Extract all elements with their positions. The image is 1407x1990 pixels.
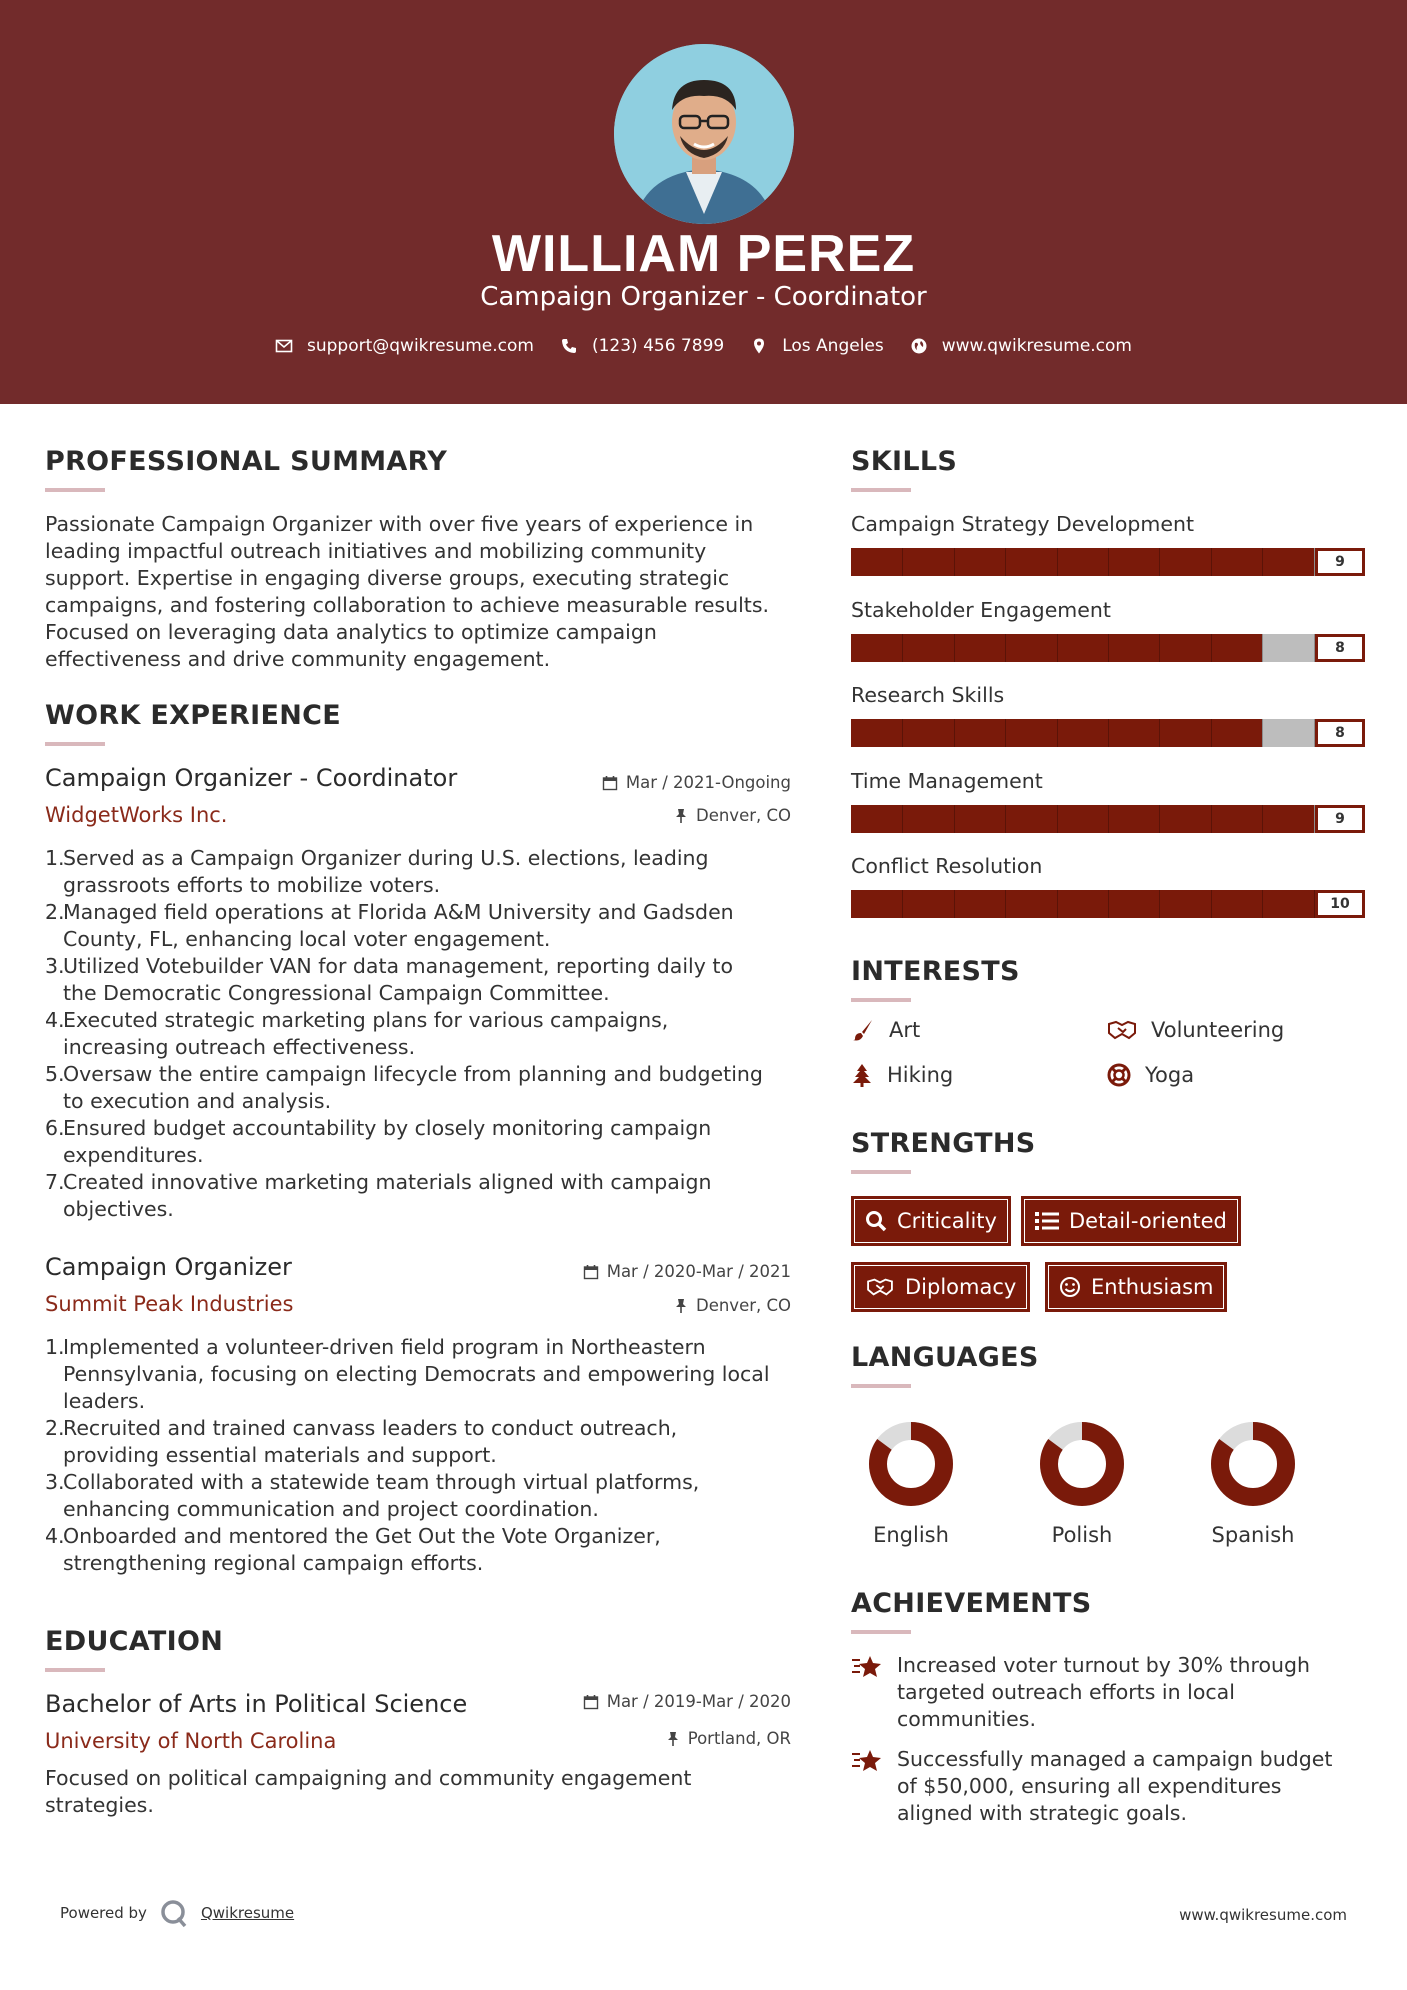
item-line: Ensured budget accountability by closely monitoring campaign	[63, 1116, 712, 1140]
calendar-icon	[583, 1264, 599, 1280]
pin-icon	[674, 1298, 688, 1314]
skill-bar-divider	[1057, 890, 1058, 918]
achievement-line: Successfully managed a campaign budget	[897, 1747, 1333, 1771]
item-line: providing essential materials and support.	[63, 1443, 497, 1467]
skill-bar	[851, 890, 1365, 918]
powered-by-text: Powered by	[60, 1904, 147, 1922]
item-number: 1.	[45, 1335, 65, 1359]
strength-badge	[1021, 1196, 1241, 1246]
language-label: Spanish	[1211, 1523, 1295, 1547]
list-item	[45, 1169, 805, 1223]
skill-bar-divider	[1108, 890, 1109, 918]
item-number: 2.	[45, 1416, 65, 1440]
calendar-icon	[583, 1694, 599, 1710]
job-title: Campaign Organizer	[45, 1253, 292, 1281]
item-line: Served as a Campaign Organizer during U.S. elections, leading	[63, 846, 709, 870]
skill-bar-divider	[1159, 805, 1160, 833]
strength-label: Criticality	[897, 1209, 997, 1233]
job-dates-text: Mar / 2021-Ongoing	[625, 773, 791, 792]
candidate-title: Campaign Organizer - Coordinator	[480, 282, 927, 312]
achievement-item	[851, 1746, 1371, 1827]
item-line: Recruited and trained canvass leaders to conduct outreach,	[63, 1416, 678, 1440]
skill-bar-divider	[1108, 548, 1109, 576]
skill-label: Conflict Resolution	[851, 854, 1043, 878]
skill-label: Research Skills	[851, 683, 1005, 707]
footer-website[interactable]: www.qwikresume.com	[1179, 1906, 1347, 1924]
skills-heading: SKILLS	[851, 446, 958, 477]
item-number: 1.	[45, 846, 65, 870]
skill-bar-divider	[1108, 805, 1109, 833]
email-text: support@qwikresume.com	[307, 336, 534, 356]
summary-line: Passionate Campaign Organizer with over five years of experience in	[45, 512, 754, 536]
location-text: Los Angeles	[782, 336, 884, 356]
strength-badge	[851, 1196, 1011, 1246]
summary-line: campaigns, and fostering collaboration to achieve measurable results.	[45, 593, 770, 617]
item-line: expenditures.	[63, 1143, 204, 1167]
education-dates	[500, 1692, 791, 1711]
handshake-icon	[865, 1276, 895, 1298]
education-dates-text: Mar / 2019-Mar / 2020	[606, 1692, 791, 1711]
skills-underline	[851, 488, 911, 492]
strengths-heading: STRENGTHS	[851, 1128, 1036, 1159]
job-location-text: Denver, CO	[695, 806, 791, 825]
skill-label: Campaign Strategy Development	[851, 512, 1194, 536]
skill-bar-divider	[1005, 548, 1006, 576]
summary-heading: PROFESSIONAL SUMMARY	[45, 446, 448, 477]
summary-line: support. Expertise in engaging diverse groups, executing strategic	[45, 566, 730, 590]
contact-email[interactable]	[275, 336, 534, 356]
skill-score: 8	[1315, 719, 1365, 747]
skill-bar-divider	[902, 890, 903, 918]
skill-bar-divider	[902, 634, 903, 662]
qwikresume-logo-icon	[159, 1898, 189, 1928]
item-number: 2.	[45, 900, 65, 924]
item-line: Executed strategic marketing plans for various campaigns,	[63, 1008, 669, 1032]
skill-bar-divider	[1057, 634, 1058, 662]
item-line: Managed field operations at Florida A&M University and Gadsden	[63, 900, 734, 924]
handshake-icon	[1107, 1018, 1137, 1042]
languages-underline	[851, 1384, 911, 1388]
search-icon	[865, 1210, 887, 1232]
contact-website[interactable]	[910, 336, 1132, 356]
item-line: County, FL, enhancing local voter engagement.	[63, 927, 551, 951]
job-duties	[45, 845, 805, 1223]
interest-item	[851, 1018, 920, 1042]
strengths-underline	[851, 1170, 911, 1174]
achievements-heading: ACHIEVEMENTS	[851, 1588, 1092, 1619]
skill-bar-divider	[1005, 634, 1006, 662]
experience-underline	[45, 742, 105, 746]
interests-underline	[851, 998, 911, 1002]
job-location-text: Denver, CO	[695, 1296, 791, 1315]
skill-bar-divider	[1262, 719, 1263, 747]
strength-badge	[1045, 1262, 1227, 1312]
item-line: Created innovative marketing materials aligned with campaign	[63, 1170, 712, 1194]
item-line: grassroots efforts to mobilize voters.	[63, 873, 441, 897]
item-number: 5.	[45, 1062, 65, 1086]
strength-label: Diplomacy	[905, 1275, 1017, 1299]
skill-bar-divider	[954, 805, 955, 833]
skill-score: 10	[1315, 890, 1365, 918]
brush-icon	[851, 1018, 875, 1042]
pin-icon	[674, 808, 688, 824]
list-item	[45, 1334, 805, 1415]
skill-bar-fill	[851, 548, 1314, 576]
contact-location	[750, 336, 884, 356]
languages-heading: LANGUAGES	[851, 1342, 1039, 1373]
skill-bar	[851, 805, 1365, 833]
skill-bar-divider	[1108, 719, 1109, 747]
education-heading: EDUCATION	[45, 1626, 224, 1657]
list-item	[45, 1523, 805, 1577]
language-label: English	[873, 1523, 949, 1547]
item-line: to execution and analysis.	[63, 1089, 332, 1113]
skill-bar-divider	[1159, 890, 1160, 918]
contact-phone[interactable]	[560, 336, 724, 356]
job-duties	[45, 1334, 805, 1577]
pin-icon	[666, 1731, 680, 1747]
list-item	[45, 899, 805, 953]
summary-text	[45, 511, 805, 673]
item-number: 6.	[45, 1116, 65, 1140]
skill-label: Time Management	[851, 768, 1043, 793]
tree-icon	[851, 1063, 873, 1087]
star-award-icon	[851, 1654, 883, 1680]
globe-icon	[910, 337, 928, 355]
summary-line: Focused on leveraging data analytics to optimize campaign	[45, 620, 657, 644]
star-award-icon	[851, 1748, 883, 1774]
skill-bar-divider	[954, 548, 955, 576]
interest-item	[1107, 1063, 1194, 1087]
skill-bar-divider	[1057, 805, 1058, 833]
calendar-icon	[602, 775, 618, 791]
item-line: leaders.	[63, 1389, 146, 1413]
experience-heading: WORK EXPERIENCE	[45, 700, 341, 731]
item-line: Utilized Votebuilder VAN for data management, reporting daily to	[63, 954, 733, 978]
skill-bar-divider	[1262, 890, 1263, 918]
skill-bar-divider	[1159, 719, 1160, 747]
skill-bar-divider	[1005, 719, 1006, 747]
interest-item	[1107, 1018, 1284, 1042]
item-line: Pennsylvania, focusing on electing Democrats and empowering local	[63, 1362, 770, 1386]
skill-bar-divider	[1005, 890, 1006, 918]
language-donut	[868, 1421, 954, 1507]
skill-bar-divider	[1211, 805, 1212, 833]
skill-bar-divider	[1108, 634, 1109, 662]
achievement-text	[897, 1652, 1310, 1733]
education-location-text: Portland, OR	[687, 1729, 791, 1748]
job-location	[500, 806, 791, 825]
job-title: Campaign Organizer - Coordinator	[45, 764, 458, 792]
interest-label: Volunteering	[1151, 1018, 1285, 1042]
skill-bar-divider	[1211, 719, 1212, 747]
list-item	[45, 1061, 805, 1115]
skill-bar-divider	[1005, 805, 1006, 833]
skill-bar	[851, 634, 1365, 662]
job-dates-text: Mar / 2020-Mar / 2021	[606, 1262, 791, 1281]
skill-bar-divider	[1262, 805, 1263, 833]
achievements-underline	[851, 1630, 911, 1634]
achievement-line: aligned with strategic goals.	[897, 1801, 1187, 1825]
list-item	[45, 1469, 805, 1523]
interest-label: Hiking	[887, 1063, 954, 1087]
phone-text: (123) 456 7899	[591, 336, 725, 356]
summary-line: leading impactful outreach initiatives and mobilizing community	[45, 539, 707, 563]
school-name: University of North Carolina	[45, 1729, 337, 1753]
skill-bar-divider	[1262, 634, 1263, 662]
candidate-name: WILLIAM PEREZ	[491, 225, 916, 283]
education-line: Focused on political campaigning and community engagement	[45, 1766, 692, 1790]
item-line: enhancing communication and project coordination.	[63, 1497, 599, 1521]
footer-powered-by	[60, 1898, 294, 1928]
skill-bar-divider	[1211, 548, 1212, 576]
item-line: Onboarded and mentored the Get Out the Vote Organizer,	[63, 1524, 661, 1548]
education-line: strategies.	[45, 1793, 154, 1817]
list-item	[45, 1415, 805, 1469]
item-line: strengthening regional campaign efforts.	[63, 1551, 484, 1575]
skill-bar-divider	[1057, 719, 1058, 747]
header	[0, 0, 1407, 404]
skill-score: 9	[1315, 548, 1365, 576]
item-line: Oversaw the entire campaign lifecycle from planning and budgeting	[63, 1062, 763, 1086]
language-label: Polish	[1051, 1523, 1113, 1547]
strength-label: Enthusiasm	[1091, 1275, 1214, 1299]
phone-icon	[560, 337, 578, 355]
list-item	[45, 1115, 805, 1169]
list-item	[45, 845, 805, 899]
map-pin-icon	[750, 337, 768, 355]
education-location	[500, 1729, 791, 1748]
skill-bar-divider	[902, 719, 903, 747]
person-illustration	[614, 44, 794, 224]
skill-label: Stakeholder Engagement	[851, 597, 1111, 622]
skill-bar-fill	[851, 805, 1314, 833]
strength-label: Detail-oriented	[1069, 1209, 1227, 1233]
skill-bar-divider	[1057, 548, 1058, 576]
strength-badge	[851, 1262, 1030, 1312]
job-dates	[500, 1262, 791, 1281]
summary-line: effectiveness and drive community engagement.	[45, 647, 551, 671]
item-line: Implemented a volunteer-driven field program in Northeastern	[63, 1335, 706, 1359]
contact-bar	[0, 336, 1407, 356]
item-number: 4.	[45, 1008, 65, 1032]
item-number: 7.	[45, 1170, 65, 1194]
interest-item	[851, 1063, 953, 1087]
achievement-line: Increased voter turnout by 30% through	[897, 1653, 1311, 1677]
job-company: WidgetWorks Inc.	[45, 803, 228, 827]
item-line: Collaborated with a statewide team through virtual platforms,	[63, 1470, 700, 1494]
skill-bar-divider	[1211, 890, 1212, 918]
interests-heading: INTERESTS	[851, 956, 1020, 987]
degree-title: Bachelor of Arts in Political Science	[45, 1690, 468, 1718]
item-line: the Democratic Congressional Campaign Committee.	[63, 981, 610, 1005]
skill-bar-divider	[954, 634, 955, 662]
job-dates	[500, 773, 791, 792]
brand-link[interactable]: Qwikresume	[200, 1904, 295, 1922]
item-line: increasing outreach effectiveness.	[63, 1035, 416, 1059]
achievement-line: targeted outreach efforts in local	[897, 1680, 1235, 1704]
skill-bar	[851, 719, 1365, 747]
interest-label: Yoga	[1145, 1063, 1195, 1087]
skill-score: 9	[1315, 805, 1365, 833]
achievement-line: communities.	[897, 1707, 1036, 1731]
lifering-icon	[1107, 1063, 1131, 1087]
education-underline	[45, 1668, 105, 1672]
language-donut	[1210, 1421, 1296, 1507]
skill-bar-divider	[1211, 634, 1212, 662]
summary-underline	[45, 488, 105, 492]
interest-label: Art	[889, 1018, 921, 1042]
skill-bar-divider	[1262, 548, 1263, 576]
skill-bar	[851, 548, 1365, 576]
list-item	[45, 953, 805, 1007]
item-number: 3.	[45, 1470, 65, 1494]
skill-score: 8	[1315, 634, 1365, 662]
achievement-line: of $50,000, ensuring all expenditures	[897, 1774, 1282, 1798]
achievement-item	[851, 1652, 1371, 1733]
skill-bar-divider	[1159, 548, 1160, 576]
job-company: Summit Peak Industries	[45, 1292, 294, 1316]
skill-bar-divider	[954, 719, 955, 747]
skill-bar-divider	[902, 548, 903, 576]
list-item	[45, 1007, 805, 1061]
item-number: 3.	[45, 954, 65, 978]
envelope-icon	[275, 337, 293, 355]
smile-icon	[1059, 1276, 1081, 1298]
website-text: www.qwikresume.com	[941, 336, 1132, 356]
education-description	[45, 1765, 805, 1819]
list-icon	[1035, 1211, 1059, 1231]
language-donut	[1039, 1421, 1125, 1507]
profile-photo	[614, 44, 794, 224]
item-number: 4.	[45, 1524, 65, 1548]
skill-bar-divider	[954, 890, 955, 918]
skill-bar-divider	[1159, 634, 1160, 662]
skill-bar-divider	[902, 805, 903, 833]
item-line: objectives.	[63, 1197, 174, 1221]
job-location	[500, 1296, 791, 1315]
achievement-text	[897, 1746, 1332, 1827]
